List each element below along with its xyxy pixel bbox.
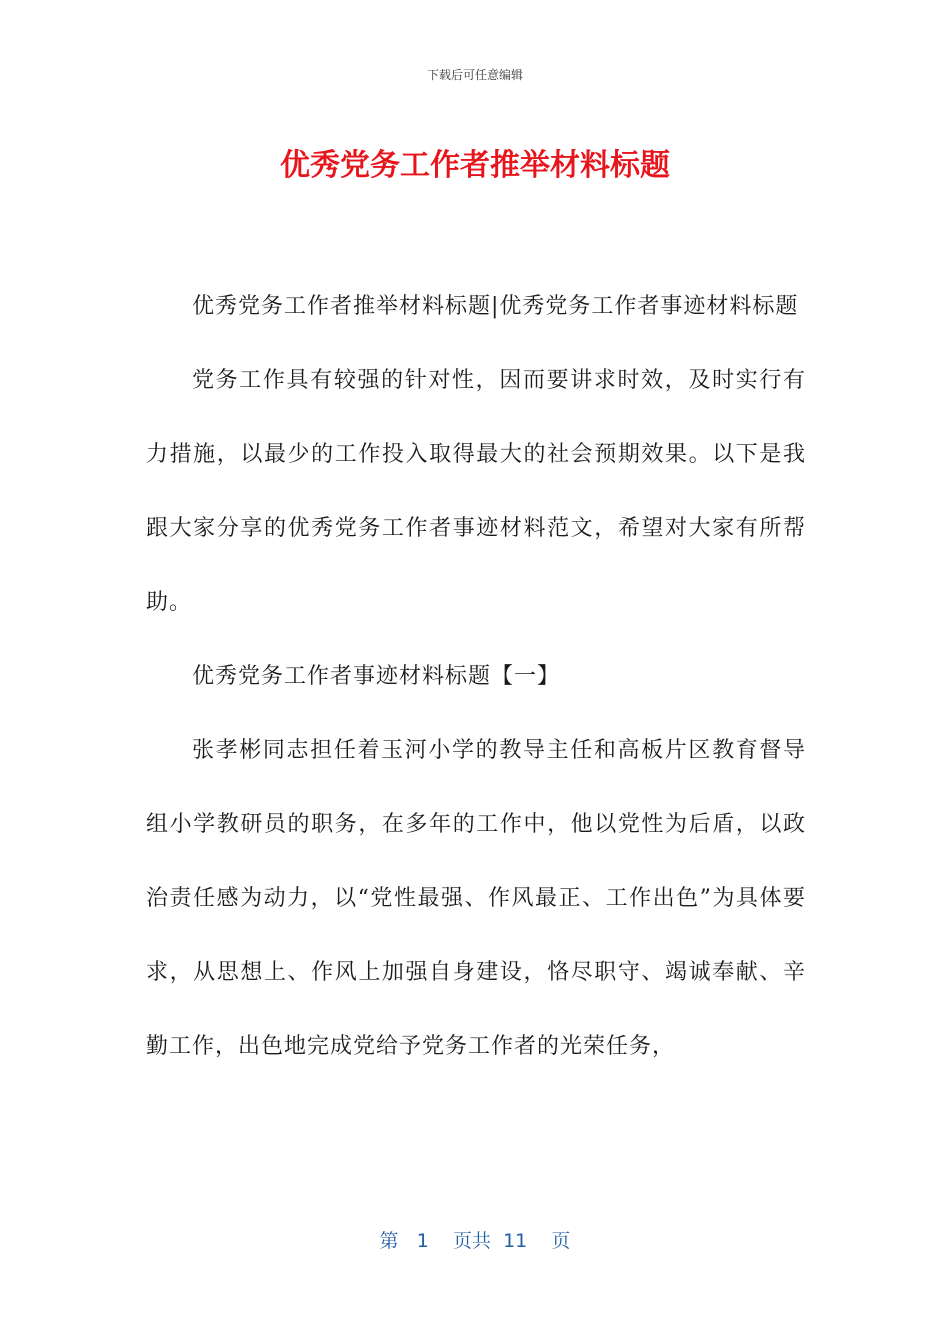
paragraph-body: 张孝彬同志担任着玉河小学的教导主任和高板片区教育督导组小学教研员的职务，在多年的工作中，他以党性为后盾，以政治责任感为动力，以“党性最强、作风最正、工作出色”为具体要求，从思想上、作风上加强自身建设，恪尽职守、竭诚奉献、辛勤工作，出色地完成党给予党务工作者的光荣任务， — [146, 738, 806, 1059]
page-footer — [0, 1226, 950, 1253]
paragraph-section-heading: 优秀党务工作者事迹材料标题【一】 — [192, 664, 561, 689]
header-note: 下载后可任意编辑 — [426, 68, 523, 82]
footer-page-suffix: 页 — [551, 1230, 571, 1252]
paragraph-intro-heading: 优秀党务工作者推举材料标题|优秀党务工作者事迹材料标题 — [192, 294, 799, 319]
paragraph-intro: 党务工作具有较强的针对性，因而要讲求时效，及时实行有力措施，以最少的工作投入取得最大的社会预期效果。以下是我跟大家分享的优秀党务工作者事迹材料范文，希望对大家有所帮助。 — [146, 368, 806, 615]
footer-page-mid: 页共 — [452, 1230, 491, 1252]
footer-current-page: 1 — [416, 1230, 429, 1252]
footer-page-prefix: 第 — [379, 1230, 399, 1252]
document-title: 优秀党务工作者推举材料标题 — [280, 148, 670, 183]
footer-total-pages: 11 — [503, 1230, 528, 1252]
document-body — [146, 270, 806, 1084]
